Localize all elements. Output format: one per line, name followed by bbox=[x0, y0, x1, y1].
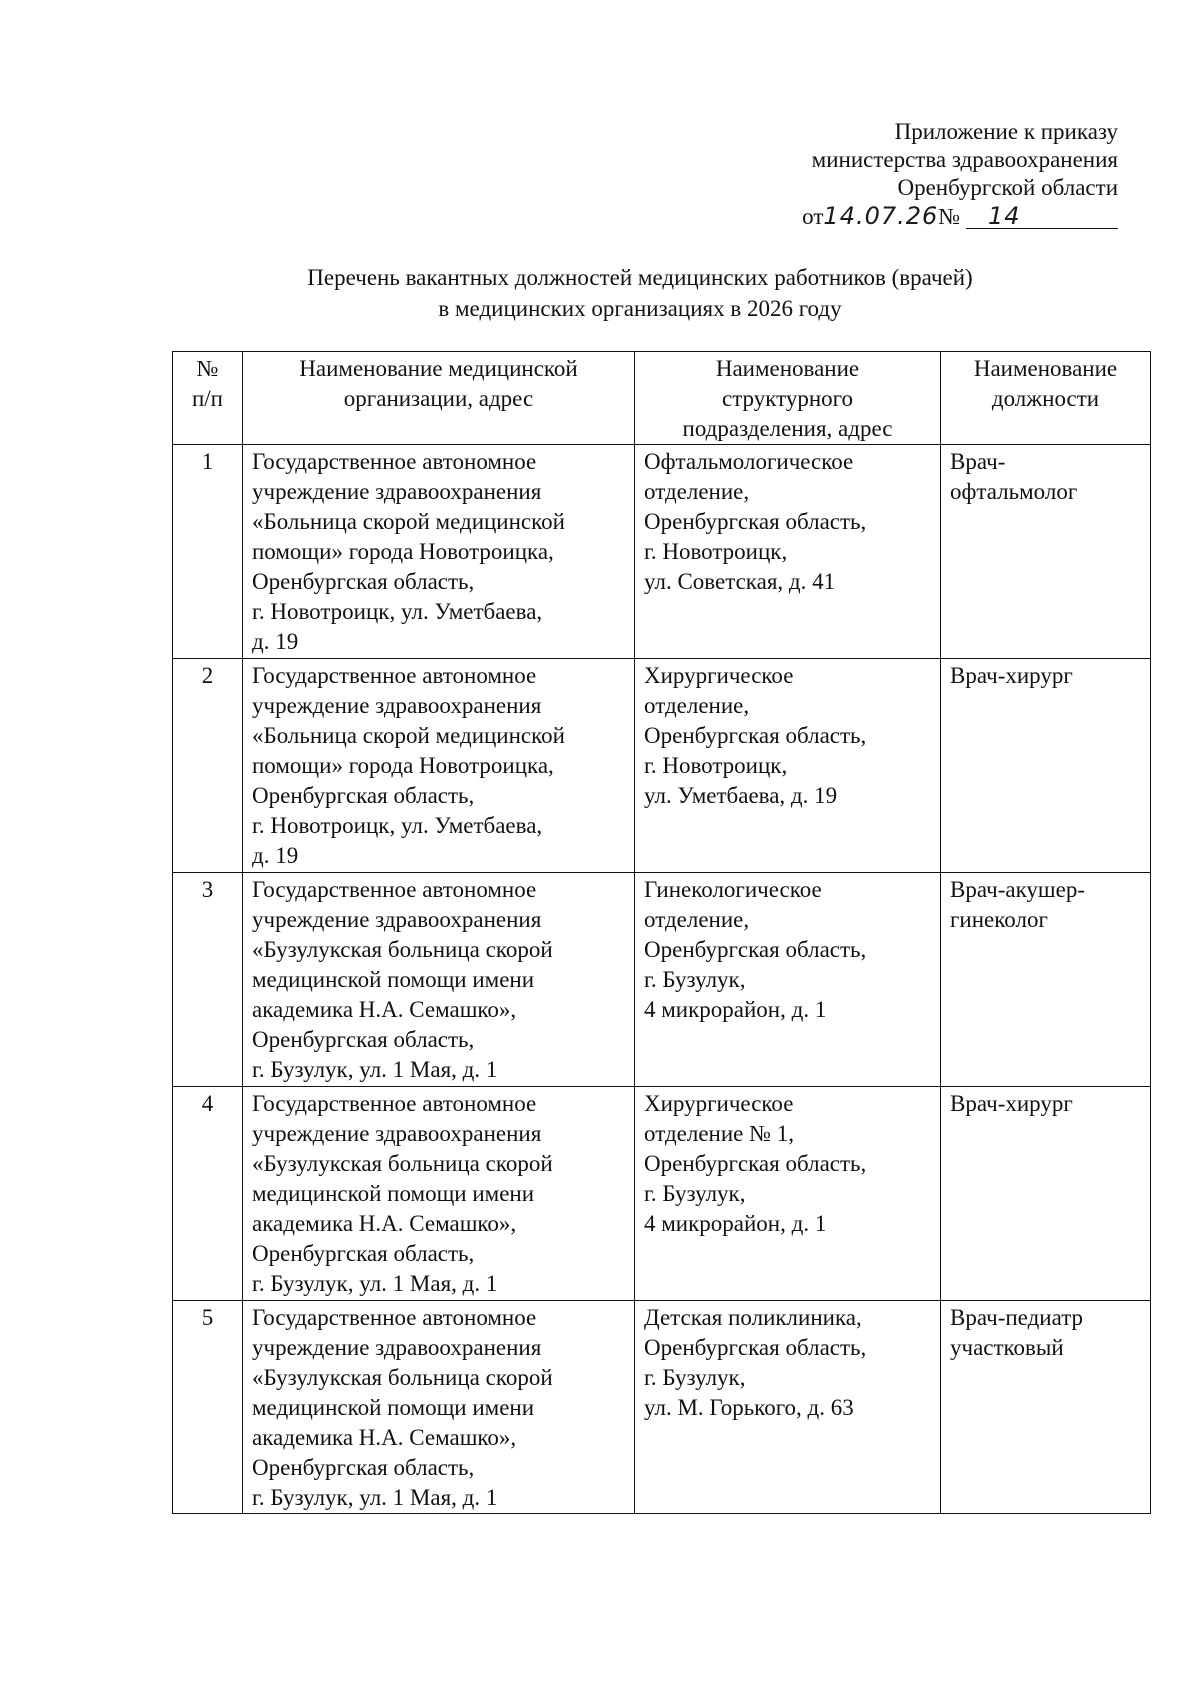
cell-text-line: г. Бузулук, bbox=[644, 967, 746, 992]
table-row bbox=[173, 1301, 1151, 1514]
cell-text-line: гинеколог bbox=[950, 907, 1048, 932]
cell-department bbox=[635, 445, 941, 659]
cell-text-line: ул. М. Горького, д. 63 bbox=[644, 1395, 854, 1420]
cell-number: 5 bbox=[173, 1301, 243, 1514]
appendix-line-3: Оренбургской области bbox=[897, 175, 1118, 200]
cell-text-line: «Бузулукская больница скорой bbox=[252, 1151, 553, 1176]
cell-text-line: Оренбургская область, bbox=[644, 1151, 867, 1176]
cell-text-line: Офтальмологическое bbox=[644, 449, 854, 474]
cell-text-line: Оренбургская область, bbox=[644, 937, 867, 962]
cell-text-line: учреждение здравоохранения bbox=[252, 1335, 542, 1360]
order-number-field bbox=[966, 202, 1118, 230]
vacancies-table bbox=[172, 351, 1151, 1514]
cell-department bbox=[635, 1301, 941, 1514]
cell-text-line: академика Н.А. Семашко», bbox=[252, 1211, 517, 1236]
cell-text-line: Врач-акушер- bbox=[950, 877, 1085, 902]
cell-text-line: 4 микрорайон, д. 1 bbox=[644, 997, 827, 1022]
cell-text-line: «Больница скорой медицинской bbox=[252, 509, 565, 534]
cell-text-line: «Бузулукская больница скорой bbox=[252, 1365, 553, 1390]
cell-text-line: Гинекологическое bbox=[644, 877, 822, 902]
cell-text-line: г. Бузулук, bbox=[644, 1181, 746, 1206]
cell-position bbox=[941, 445, 1151, 659]
cell-text-line: г. Бузулук, ул. 1 Мая, д. 1 bbox=[252, 1057, 498, 1082]
cell-text-line: Врач- bbox=[950, 449, 1006, 474]
cell-text-line: помощи» города Новотроицка, bbox=[252, 539, 554, 564]
cell-text-line: Государственное автономное bbox=[252, 663, 537, 688]
title-line-1: Перечень вакантных должностей медицинских работников (врачей) bbox=[307, 265, 973, 290]
cell-text-line: Детская поликлиника, bbox=[644, 1305, 862, 1330]
cell-number: 1 bbox=[173, 445, 243, 659]
header-number bbox=[173, 352, 243, 445]
cell-text-line: д. 19 bbox=[252, 843, 299, 868]
cell-text-line: учреждение здравоохранения bbox=[252, 1121, 542, 1146]
cell-text-line: Оренбургская область, bbox=[252, 1241, 475, 1266]
cell-text-line: Оренбургская область, bbox=[644, 509, 867, 534]
cell-text-line: 4 микрорайон, д. 1 bbox=[644, 1211, 827, 1236]
cell-text-line: Оренбургская область, bbox=[252, 1027, 475, 1052]
cell-department bbox=[635, 659, 941, 873]
appendix-header bbox=[802, 118, 1118, 231]
title-line-2: в медицинских организациях в 2026 году bbox=[438, 296, 842, 321]
table-row bbox=[173, 1087, 1151, 1301]
cell-text-line: Государственное автономное bbox=[252, 877, 537, 902]
cell-text-line: г. Бузулук, ул. 1 Мая, д. 1 bbox=[252, 1271, 498, 1296]
cell-text-line: «Больница скорой медицинской bbox=[252, 723, 565, 748]
cell-text-line: помощи» города Новотроицка, bbox=[252, 753, 554, 778]
cell-text-line: отделение № 1, bbox=[644, 1121, 795, 1146]
cell-text-line: Государственное автономное bbox=[252, 449, 537, 474]
cell-text-line: медицинской помощи имени bbox=[252, 1181, 535, 1206]
cell-text-line: Наименование медицинской bbox=[299, 356, 578, 381]
cell-text-line: Оренбургская область, bbox=[252, 783, 475, 808]
cell-text-line: должности bbox=[991, 386, 1100, 411]
table-row bbox=[173, 659, 1151, 873]
table-header-row bbox=[173, 352, 1151, 445]
cell-text-line: академика Н.А. Семашко», bbox=[252, 1425, 517, 1450]
cell-text-line: Хирургическое bbox=[644, 663, 794, 688]
appendix-line-2: министерства здравоохранения bbox=[811, 147, 1118, 172]
cell-text-line: г. Бузулук, ул. 1 Мая, д. 1 bbox=[252, 1485, 498, 1510]
header-position bbox=[941, 352, 1151, 445]
cell-text-line: Врач-хирург bbox=[950, 663, 1073, 688]
cell-number: 4 bbox=[173, 1087, 243, 1301]
cell-text-line: Государственное автономное bbox=[252, 1091, 537, 1116]
cell-text-line: учреждение здравоохранения bbox=[252, 479, 542, 504]
cell-text-line: организации, адрес bbox=[343, 386, 534, 411]
cell-position bbox=[941, 1087, 1151, 1301]
cell-text-line: п/п bbox=[191, 386, 223, 411]
cell-text-line: ул. Советская, д. 41 bbox=[644, 569, 836, 594]
cell-text-line: медицинской помощи имени bbox=[252, 1395, 535, 1420]
cell-organization bbox=[243, 445, 635, 659]
cell-text-line: учреждение здравоохранения bbox=[252, 907, 542, 932]
cell-text-line: Врач-педиатр bbox=[950, 1305, 1084, 1330]
cell-number: 3 bbox=[173, 873, 243, 1087]
cell-text-line: г. Новотроицк, ул. Уметбаева, bbox=[252, 599, 543, 624]
appendix-line-1: Приложение к приказу bbox=[894, 119, 1118, 144]
cell-text-line: Врач-хирург bbox=[950, 1091, 1073, 1116]
cell-text-line: Наименование bbox=[973, 356, 1118, 381]
cell-text-line: подразделения, адрес bbox=[682, 416, 893, 441]
cell-text-line: учреждение здравоохранения bbox=[252, 693, 542, 718]
cell-text-line: офтальмолог bbox=[950, 479, 1078, 504]
cell-text-line: Оренбургская область, bbox=[644, 723, 867, 748]
cell-text-line: отделение, bbox=[644, 907, 750, 932]
cell-text-line: отделение, bbox=[644, 693, 750, 718]
cell-text-line: г. Бузулук, bbox=[644, 1365, 746, 1390]
header-department bbox=[635, 352, 941, 445]
cell-text-line: № bbox=[196, 356, 219, 381]
cell-text-line: Государственное автономное bbox=[252, 1305, 537, 1330]
cell-organization bbox=[243, 659, 635, 873]
cell-text-line: г. Новотроицк, bbox=[644, 753, 788, 778]
cell-position bbox=[941, 659, 1151, 873]
cell-text-line: Наименование bbox=[715, 356, 860, 381]
cell-text-line: медицинской помощи имени bbox=[252, 967, 535, 992]
number-prefix: № bbox=[938, 204, 961, 229]
cell-text-line: структурного bbox=[721, 386, 854, 411]
cell-text-line: Оренбургская область, bbox=[252, 569, 475, 594]
order-date-number bbox=[802, 202, 1118, 231]
table-row bbox=[173, 873, 1151, 1087]
cell-text-line: д. 19 bbox=[252, 629, 299, 654]
document-title bbox=[150, 262, 1130, 324]
cell-organization bbox=[243, 1301, 635, 1514]
cell-text-line: ул. Уметбаева, д. 19 bbox=[644, 783, 838, 808]
cell-text-line: г. Новотроицк, bbox=[644, 539, 788, 564]
cell-position bbox=[941, 1301, 1151, 1514]
cell-text-line: отделение, bbox=[644, 479, 750, 504]
cell-department bbox=[635, 873, 941, 1087]
cell-department bbox=[635, 1087, 941, 1301]
handwritten-date: 14.07.26 bbox=[823, 202, 939, 230]
cell-position bbox=[941, 873, 1151, 1087]
cell-text-line: участковый bbox=[950, 1335, 1064, 1360]
cell-text-line: Оренбургская область, bbox=[252, 1455, 475, 1480]
handwritten-number: 14 bbox=[988, 202, 1021, 230]
cell-text-line: г. Новотроицк, ул. Уметбаева, bbox=[252, 813, 543, 838]
cell-number: 2 bbox=[173, 659, 243, 873]
cell-organization bbox=[243, 873, 635, 1087]
cell-text-line: академика Н.А. Семашко», bbox=[252, 997, 517, 1022]
table-row bbox=[173, 445, 1151, 659]
cell-text-line: Оренбургская область, bbox=[644, 1335, 867, 1360]
date-prefix: от bbox=[802, 204, 824, 229]
header-organization bbox=[243, 352, 635, 445]
cell-organization bbox=[243, 1087, 635, 1301]
cell-text-line: Хирургическое bbox=[644, 1091, 794, 1116]
cell-text-line: «Бузулукская больница скорой bbox=[252, 937, 553, 962]
